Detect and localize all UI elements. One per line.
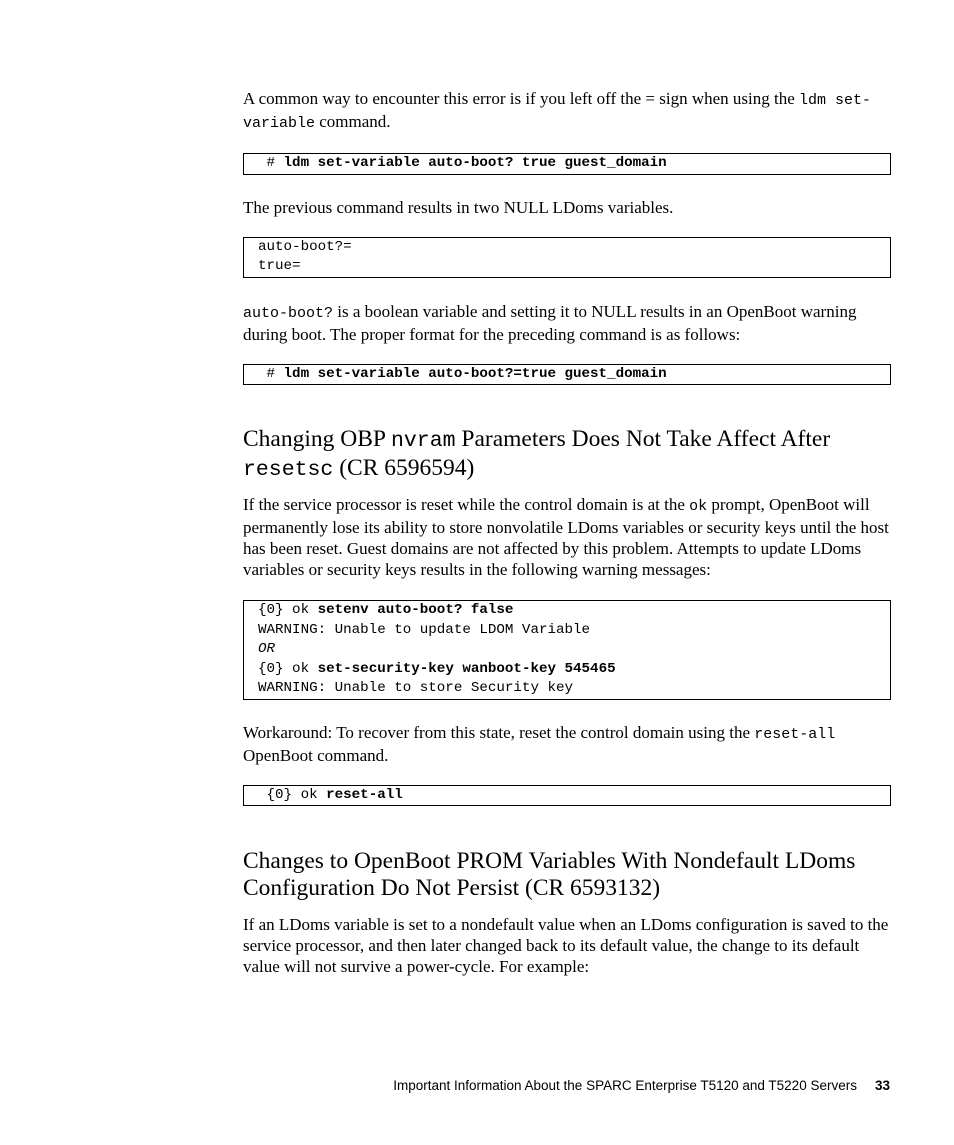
paragraph: Workaround: To recover from this state, reset the control domain using the reset-all OpenBoot command.: [243, 722, 836, 765]
code-line: true=: [258, 258, 301, 274]
code-line: # ldm set-variable auto-boot? true guest_domain: [266, 155, 667, 171]
document-body: [243, 88, 891, 977]
section-heading: Changes to OpenBoot PROM Variables With Nondefault LDoms Configuration Do Not Persist (CR 6593132): [243, 848, 856, 901]
code-line: {0} ok setenv auto-boot? false: [258, 602, 514, 618]
paragraph: If the service processor is reset while the control domain is at the ok prompt, OpenBoot will permanently lose its ability to store nonvolatile LDoms variables or security keys until the host has been reset. Guest domains are not affected by this problem. Attempts to update LDoms variables or security keys results in the following warning messages:: [243, 495, 889, 579]
command-text: ldm set-variable auto-boot?=true guest_domain: [283, 365, 667, 382]
paragraph: The previous command results in two NULL LDoms variables.: [243, 197, 674, 217]
page-number: 33: [874, 1078, 890, 1093]
code-line: auto-boot?=: [258, 238, 352, 255]
footer-title: Important Information About the SPARC Enterprise T5120 and T5220 Servers: [393, 1078, 857, 1093]
command-text: reset-all: [326, 786, 403, 803]
paragraph: If an LDoms variable is set to a nondefault value when an LDoms configuration is saved to the service processor, and then later changed back to its default value, the change to its default value will not survive a power-cycle. For example:: [243, 915, 889, 976]
code-block: [243, 785, 891, 807]
code-line: WARNING: Unable to update LDOM Variable: [258, 621, 591, 638]
code-line: # ldm set-variable auto-boot?=true guest_domain: [266, 365, 667, 382]
page-footer: [393, 1078, 890, 1093]
intro-text: A common way to encounter this error is if you left off the = sign when using the: [243, 89, 795, 108]
section-heading: Changing OBP nvram Parameters Does Not Take Affect After resetsc (CR 6596594): [243, 426, 831, 482]
code-line: {0} ok set-security-key wanboot-key 545465: [258, 660, 616, 677]
code-block: [243, 364, 891, 386]
intro-paragraph: [243, 88, 891, 134]
inline-code: reset-all: [754, 725, 836, 743]
inline-code: auto-boot?: [243, 304, 334, 322]
code-line: WARNING: Unable to store Security key: [258, 680, 574, 696]
inline-code: ldm set-variable: [243, 92, 872, 132]
code-block: [243, 237, 891, 278]
paragraph: auto-boot? is a boolean variable and setting it to NULL results in an OpenBoot warning during boot. The proper format for the preceding command is as follows:: [243, 301, 857, 344]
code-line: OR: [258, 641, 276, 657]
code-block: [243, 153, 891, 175]
command-text: ldm set-variable auto-boot? true guest_domain: [283, 155, 667, 171]
inline-code: ok: [689, 498, 708, 515]
code-line: {0} ok reset-all: [266, 786, 403, 803]
code-block: [243, 600, 891, 700]
intro-text-end: command.: [315, 112, 391, 131]
